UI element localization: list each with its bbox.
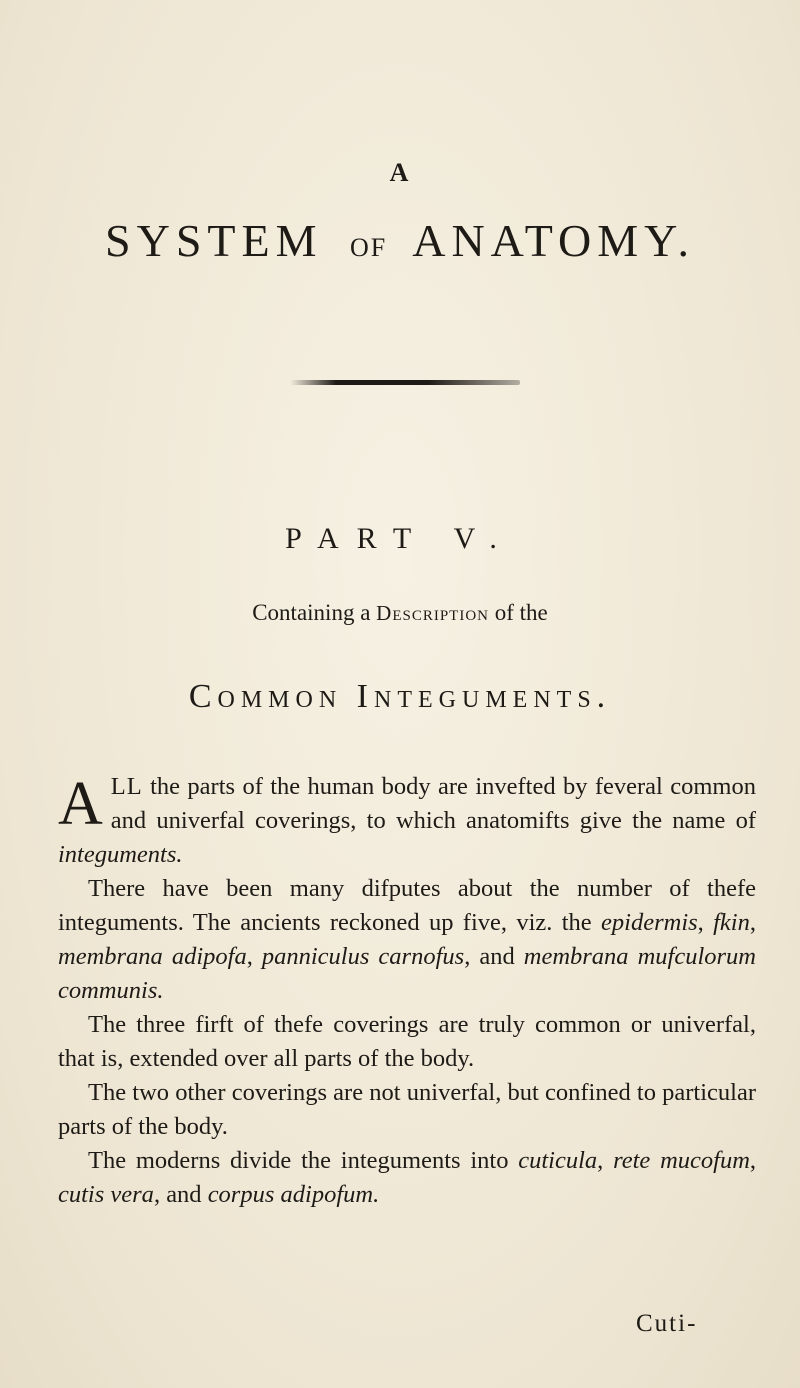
paragraph-5 <box>58 1144 756 1212</box>
main-title-anatomy: ANATOMY. <box>412 215 695 266</box>
term-corpus-adipofum: corpus adipofum. <box>207 1181 380 1208</box>
main-title-of: OF <box>350 233 388 262</box>
drop-cap: A <box>58 770 103 838</box>
sep: , <box>697 909 714 936</box>
body-text <box>58 770 756 1212</box>
paragraph-1-lead: LL <box>110 773 143 800</box>
paragraph-3: The three firft of thefe coverings are truly common or univerfal, that is, extended over all parts of the body. <box>58 1011 756 1072</box>
term-cuticula: cuticula <box>518 1147 598 1174</box>
sep: , and <box>464 943 524 970</box>
paragraph-4: The two other coverings are not univerfal, but confined to particular parts of the body. <box>58 1079 756 1140</box>
paragraph-1-italic: integuments. <box>58 841 183 868</box>
paragraph-1-text: the parts of the human body are invefted by feveral common and univerfal coverings, to which anatomifts give the name of <box>110 773 756 834</box>
containing-description: Description <box>376 601 489 625</box>
term-skin: fkin <box>713 909 750 936</box>
ornamental-rule <box>290 380 520 385</box>
term-panniculus: panniculus carnofus <box>261 943 465 970</box>
term-cutis-vera: cutis vera <box>58 1181 154 1208</box>
paragraph-1 <box>58 770 756 872</box>
sep: , <box>749 1147 757 1174</box>
containing-line <box>0 600 800 626</box>
paragraph-5-text: The moderns divide the integuments into <box>88 1147 519 1174</box>
section-title: Common Integuments. <box>188 678 612 715</box>
sep: , <box>749 909 756 936</box>
term-membrana-mufculorum: membrana mufculorum communis. <box>58 943 757 1004</box>
main-title-system: SYSTEM <box>105 215 323 266</box>
part-title: PART V. <box>285 522 515 555</box>
catchword: Cuti- <box>636 1310 698 1337</box>
containing-suffix: of the <box>494 600 548 625</box>
main-title <box>0 214 800 267</box>
sep: , and <box>153 1181 208 1208</box>
sep: , <box>597 1147 614 1174</box>
term-epidermis: epidermis <box>601 909 698 936</box>
title-article: A <box>389 158 411 187</box>
term-membrana-adipofa: membrana adipofa <box>58 943 247 970</box>
term-rete-mucofum: rete mucofum <box>613 1147 750 1174</box>
paragraph-2-text: There have been many difputes about the number of thefe integuments. The ancients reckoned up five, viz. the <box>58 875 756 936</box>
paragraph-2 <box>58 872 756 1008</box>
containing-prefix: Containing a <box>252 600 371 625</box>
sep: , <box>246 943 262 970</box>
